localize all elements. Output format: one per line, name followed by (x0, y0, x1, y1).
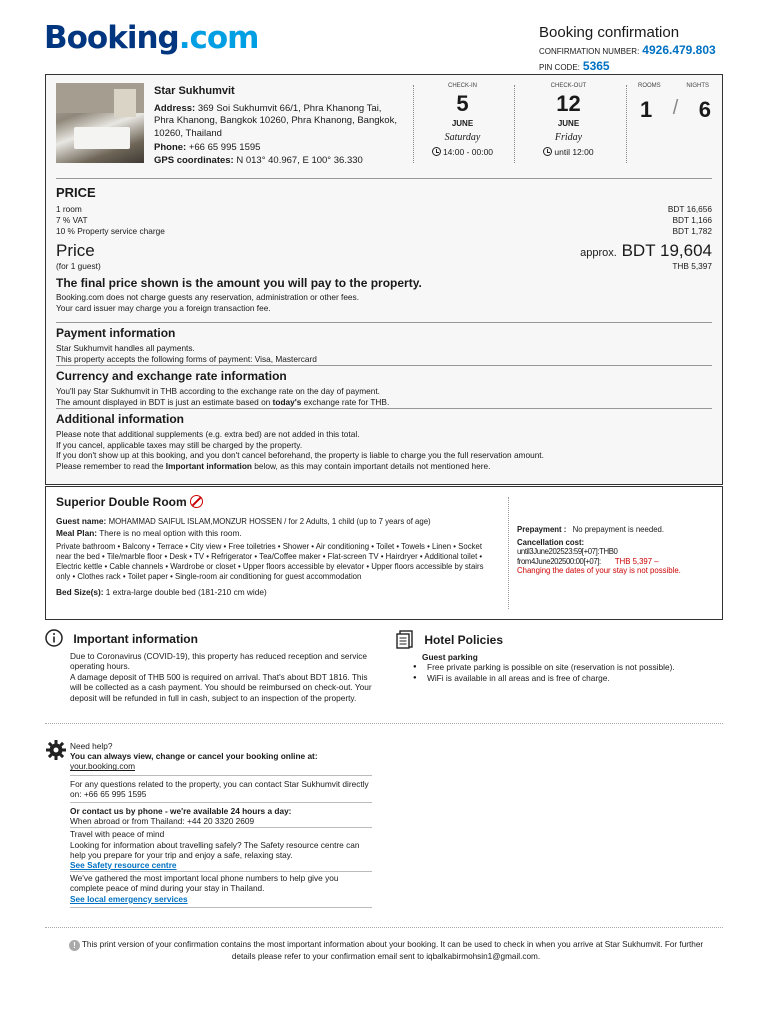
pin-code-row: PIN CODE: 5365 (539, 59, 610, 73)
hotel-photo (56, 83, 144, 163)
price-line: 10 % Property service charge BDT 1,782 (56, 226, 712, 236)
room-facilities: Private bathroom • Balcony • Terrace • City view • Free toiletries • Shower • Air conditioning • Toilet • Towels • Linen • Socket near the bed • Tile/marble floor • Desk • TV • Refrigerator • Tea/Coffee maker • Flat-screen TV • Hairdryer • Additional toilet • Electric kettle • Cable channels • Wardrobe or closet • Upper floors accessible by elevator • Upper floors accessible by stairs only • Clothes rack • Toilet paper • Single-room air conditioning for guest accommodation (56, 542, 484, 581)
additional-section: Additional information Please note that additional supplements (e.g. extra bed) are not added in this total. If you cancel, applicable taxes may still be charged by the property. If you don't show up at this booking, and you don't cancel beforehand, the property is liable to charge you the full reservation amount. Please remember to read the Important information below, as this may contain important details not mentioned here. (56, 412, 544, 471)
hotel-details (154, 85, 404, 167)
payment-section: Payment information Star Sukhumvit handles all payments. This property accepts the following forms of payment: Visa, Mastercard (56, 326, 317, 364)
check-out: CHECK-OUT 12 JUNE Friday until 12:00 (521, 83, 616, 157)
booking-logo: Booking.com (44, 20, 259, 56)
price-line: 1 room BDT 16,656 (56, 204, 712, 214)
price-line: 7 % VAT BDT 1,166 (56, 215, 712, 225)
document-icon (396, 629, 416, 652)
safety-centre-link[interactable]: See Safety resource centre (70, 860, 177, 871)
room-policies: Prepayment : No prepayment is needed. Cancellation cost: until3June202523:59[+07]:THB0 from4June202500:00[+07]: THB 5,397 – Changing the dates of your stay is not possible. (517, 525, 681, 575)
hotel-address: Address: 369 Soi Sukhumvit 66/1, Phra Khanong Tai, Phra Khanong, Bangkok 10260, Phra Khanong, Bangkok, 10260, Thailand (154, 102, 397, 139)
info-icon (45, 629, 63, 650)
nights-count: 6 (698, 97, 711, 122)
important-info: Important information Due to Coronavirus (COVID-19), this property has reduced reception and service operating hours. A damage deposit of THB 500 is required on arrival. That's about BDT 1816. This will be collected as a cash payment. You should be reimbursed on check-out. Your deposit will be refunded in full in cash, subject to an inspection of the property. (45, 629, 375, 703)
currency-section: Currency and exchange rate information You'll pay Star Sukhumvit in THB according to the exchange rate on the day of payment. The amount displayed in BDT is just an estimate based on today's exchange rate for THB. (56, 369, 390, 407)
gear-icon (45, 739, 67, 761)
no-smoking-icon (190, 495, 203, 508)
info-circle-icon: ! (69, 940, 80, 951)
confirmation-title: Booking confirmation (539, 24, 680, 41)
clock-icon (432, 147, 441, 156)
rooms-count: 1 (640, 97, 653, 122)
help-section: Need help? You can always view, change or cancel your booking online at: your.booking.com For any questions related to the property, you can contact Star Sukhumvit directly on: +66 65 995 1595 Or contact us by phone - we're available 24 hours a day: When abroad or from Thailand: +44 20 3320 2609 Travel with peace of mind Looking for information about travelling safely? The Safety resource centre can help you prepare for your trip and enjoy a safe, relaxing stay. See Safety resource centre We've gathered the most important local phone numbers to help give you complete peace of mind during your stay in Thailand. See local emergency services (70, 741, 372, 911)
confirmation-number-row: CONFIRMATION NUMBER: 4926.479.803 (539, 43, 716, 57)
policy-item: ● Free private parking is possible on site (reservation is not possible). (396, 662, 696, 673)
guest-name: MOHAMMAD SAIFUL ISLAM,MONZUR HOSSEN / for 2 Adults, 1 child (up to 7 years of age) (108, 517, 431, 526)
check-in-day: 5 (456, 91, 469, 116)
booking-manage-link[interactable]: your.booking.com (70, 761, 136, 772)
hotel-phone: Phone: +66 65 995 1595 (154, 142, 261, 153)
price-total: Price approx. BDT 19,604 (56, 241, 712, 260)
hotel-name: Star Sukhumvit (154, 85, 235, 97)
hotel-policies: Hotel Policies Guest parking ● Free private parking is possible on site (reservation is not possible). ● WiFi is available in all areas and is free of charge. (396, 629, 696, 683)
rooms-nights: ROOMS NIGHTS 1 / 6 (638, 83, 711, 122)
room-details-box: Superior Double Room Guest name: MOHAMMAD SAIFUL ISLAM,MONZUR HOSSEN / for 2 Adults, 1 child (up to 7 years of age) Meal Plan: There is no meal option with this room. Private bathroom • Balcony • Terrace • City view • Free toiletries • Shower • Air conditioning • Toilet • Towels • Linen • Socket near the bed • Tile/marble floor • Desk • TV • Refrigerator • Tea/Coffee maker • Flat-screen TV • Hairdryer • Additional toilet • Electric kettle • Cable channels • Wardrobe or closet • Upper floors accessible by elevator • Upper floors accessible by stairs only • Clothes rack • Toilet paper • Single-room air conditioning for guest accommodation Bed Size(s): 1 extra-large double bed (181-210 cm wide) Prepayment : No prepayment is needed. Cancellation cost: until3June202523:59[+07]:THB0 from4June202500:00[+07]: THB 5,397 – Changing the dates of your stay is not possible. (45, 486, 723, 620)
room-type: Superior Double Room (56, 495, 486, 508)
price-heading: PRICE (56, 185, 96, 200)
policy-item: ● WiFi is available in all areas and is free of charge. (396, 673, 696, 684)
confirmation-block (539, 24, 716, 75)
check-out-day: 12 (556, 91, 581, 116)
booking-summary-box (45, 74, 723, 485)
confirmation-number: 4926.479.803 (642, 43, 716, 57)
hotel-gps: GPS coordinates: N 013° 40.967, E 100° 36.330 (154, 154, 363, 166)
final-price-heading: The final price shown is the amount you will pay to the property. (56, 276, 422, 290)
emergency-services-link[interactable]: See local emergency services (70, 893, 188, 904)
pin-code: 5365 (582, 59, 610, 73)
check-in: CHECK-IN 5 JUNE Saturday 14:00 - 00:00 (415, 83, 510, 157)
price-section: PRICE 1 room BDT 16,656 7 % VAT BDT 1,166 10 % Property service charge BDT 1,782 Price approx. BDT 19,604 (for 1 guest) THB 5,397 The final price shown is the amount you will pay to the property. Booking.com does not charge guests any reservation, administration or other fees. Your card issuer may charge you a foreign transaction fee. (56, 185, 712, 313)
clock-icon (543, 147, 552, 156)
footer-note: ! This print version of your confirmation contains the most important information about your booking. It can be used to check in when you arrive at Star Sukhumvit. For further details please refer to your confirmation email sent to iqbalkabirmohsin1@gmail.com. (58, 939, 714, 963)
